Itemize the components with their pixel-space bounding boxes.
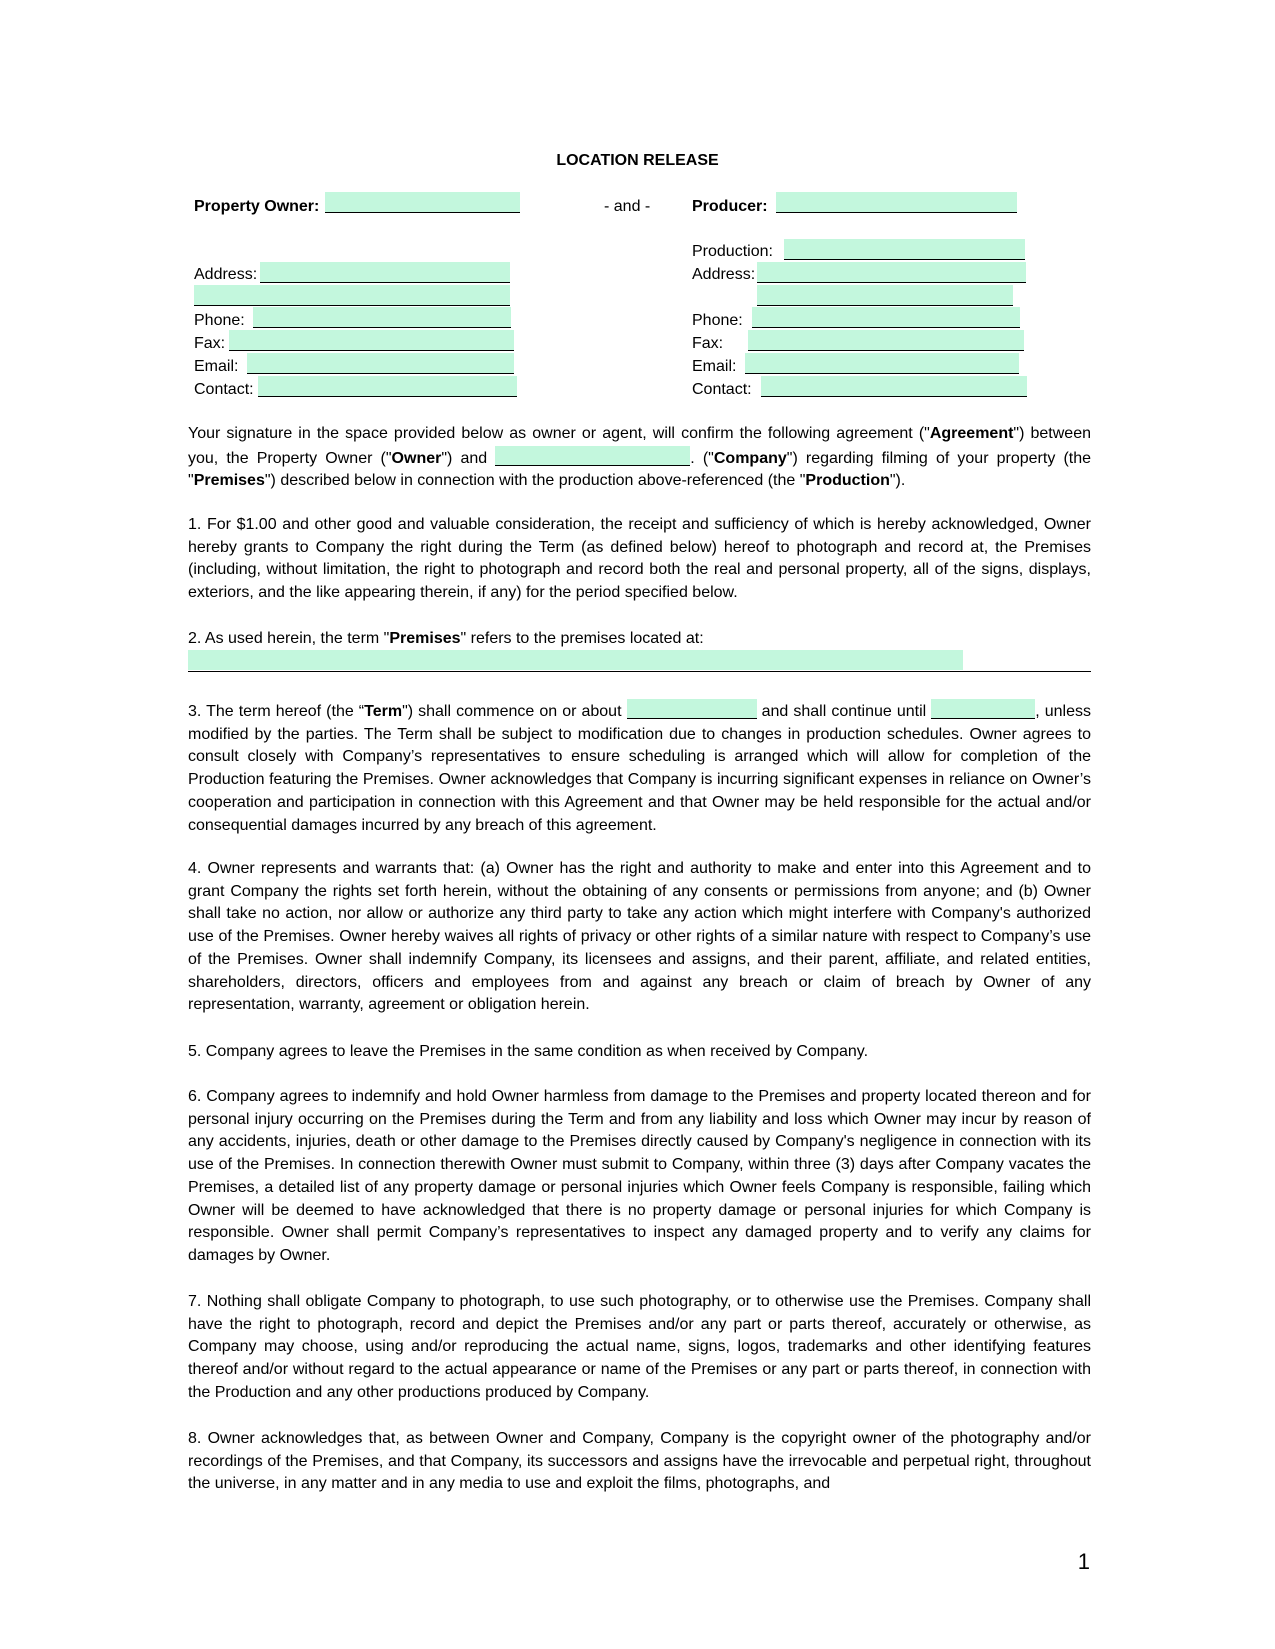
intro-paragraph	[188, 423, 1091, 493]
premises-term: Premises	[389, 630, 461, 647]
owner-contact-field[interactable]	[258, 376, 517, 397]
production-label: Production:	[692, 243, 773, 260]
owner-term: Owner	[391, 449, 442, 467]
clause-3	[188, 699, 1091, 837]
and-separator: - and -	[604, 198, 651, 215]
producer-fax-label: Fax:	[692, 335, 724, 352]
owner-fax-field[interactable]	[229, 330, 514, 351]
producer-email-label: Email:	[692, 358, 737, 375]
producer-address-field-2[interactable]	[757, 285, 1013, 306]
clause-6: 6. Company agrees to indemnify and hold Owner harmless from damage to the Premises and property located thereon and for personal injury occurring on the Premises during the Term and from any liability and loss which Owner may incur by reason of any accidents, injuries, death or other damage to the Premises directly caused by Company's negligence in connection with its use of the Premises. In connection therewith Owner must submit to Company, within three (3) days after Company vacates the Premises, a detailed list of any property damage or personal injuries which Owner feels Company is responsible, failing which Owner will be deemed to have acknowledged that there is no property damage or personal injuries for which Company is responsible. Owner shall permit Company’s representatives to inspect any damaged property and to verify any claims for damages by Owner.	[188, 1088, 1091, 1264]
clause-3-text: 3. The term hereof (the “	[188, 703, 365, 720]
intro-text: . ("	[690, 449, 714, 467]
clause-3-text: and shall continue until	[756, 703, 932, 720]
owner-phone-field[interactable]	[253, 307, 511, 328]
clause-3-text: , unless modified by the parties. The Term shall be subject to modification due to changes in production schedules. Owner agrees to consult closely with Company’s representatives to ensure scheduling is arranged which will allow for completion of the Production featuring the Premises. Owner acknowledges that Company is incurring significant expenses in reliance on Owner’s cooperation and participation in connection with this Agreement and that Owner may be held responsible for the actual and/or consequential damages incurred by any breach of this agreement.	[188, 703, 1092, 834]
owner-address-label: Address:	[194, 266, 258, 283]
company-term: Company	[713, 449, 787, 467]
premises-address-field[interactable]	[188, 650, 963, 670]
intro-text: ") between you, the Property Owner ("	[188, 425, 1092, 467]
producer-address-label: Address:	[692, 266, 756, 283]
owner-phone-label: Phone:	[194, 312, 245, 329]
owner-email-field[interactable]	[247, 353, 514, 374]
property-owner-label: Property Owner:	[194, 198, 320, 215]
owner-email-label: Email:	[194, 358, 239, 375]
producer-fax-field[interactable]	[748, 330, 1024, 351]
premises-address-line	[188, 671, 1091, 672]
producer-phone-field[interactable]	[752, 307, 1020, 328]
clause-1: 1. For $1.00 and other good and valuable consideration, the receipt and sufficiency of which is hereby acknowledged, Owner hereby grants to Company the right during the Term (as defined below) hereof to photograph and record at, the Premises (including, without limitation, the right to photograph and record both the real and personal property, all of the signs, displays, exteriors, and the like appearing therein, if any) for the period specified below.	[188, 516, 1091, 602]
start-date-field[interactable]	[627, 699, 757, 719]
clause-2	[188, 628, 1091, 651]
clause-2-text: 2. As used herein, the term "	[188, 630, 390, 647]
producer-contact-label: Contact:	[692, 381, 752, 398]
intro-text: Your signature in the space provided below as owner or agent, will confirm the following agreement ("	[188, 425, 930, 442]
owner-address-field-2[interactable]	[194, 285, 510, 306]
clause-2-text: " refers to the premises located at:	[460, 630, 704, 647]
producer-label: Producer:	[692, 198, 768, 215]
intro-text: ") described below in connection with the production above-referenced (the "	[264, 472, 806, 490]
property-owner-field[interactable]	[325, 192, 520, 213]
page-title: LOCATION RELEASE	[556, 152, 719, 169]
production-field[interactable]	[784, 239, 1025, 260]
intro-text: ") regarding filming of your property (the "	[188, 449, 1092, 490]
intro-text: ") and	[441, 449, 496, 467]
producer-email-field[interactable]	[745, 353, 1019, 374]
premises-term: Premises	[193, 472, 265, 490]
intro-text: ").	[889, 472, 906, 490]
producer-field[interactable]	[776, 192, 1017, 213]
agreement-term: Agreement	[929, 425, 1014, 442]
owner-address-field-1[interactable]	[260, 262, 510, 283]
producer-address-field-1[interactable]	[757, 262, 1026, 283]
clause-8: 8. Owner acknowledges that, as between Owner and Company, Company is the copyright owner of the photography and/or recordings of the Premises, and that Company, its successors and assigns have the irrevocable and perpetual right, throughout the universe, in any matter and in any media to use and exploit the films, photographs, and	[188, 1430, 1091, 1493]
end-date-field[interactable]	[931, 699, 1035, 719]
producer-contact-field[interactable]	[761, 376, 1027, 397]
company-name-field[interactable]	[495, 446, 690, 466]
producer-phone-label: Phone:	[692, 312, 743, 329]
owner-contact-label: Contact:	[194, 381, 254, 398]
production-term: Production	[805, 472, 890, 490]
clause-3-text: ") shall commence on or about	[402, 703, 627, 720]
clause-7: 7. Nothing shall obligate Company to photograph, to use such photography, or to otherwise use the Premises. Company shall have the right to photograph, record and depict the Premises and/or any part or parts thereof, accurately or otherwise, as Company may choose, using and/or reproducing the actual name, signs, logos, trademarks and other identifying features thereof and/or without regard to the actual appearance or name of the Premises or any part or parts thereof, in connection with the Production and any other productions produced by Company.	[188, 1293, 1091, 1401]
owner-fax-label: Fax:	[194, 335, 226, 352]
term-term: Term	[364, 703, 403, 720]
clause-5: 5. Company agrees to leave the Premises in the same condition as when received by Company.	[188, 1043, 869, 1060]
clause-4: 4. Owner represents and warrants that: (a) Owner has the right and authority to make and enter into this Agreement and to grant Company the rights set forth herein, without the obtaining of any consents or permissions from anyone; and (b) Owner shall take no action, nor allow or authorize any third party to take any action which might interfere with Company's authorized use of the Premises. Owner hereby waives all rights of privacy or other rights of a similar nature with respect to Company’s use of the Premises. Owner shall indemnify Company, its licensees and assigns, and their parent, affiliate, and related entities, shareholders, directors, officers and employees from and against any breach or claim of breach by Owner of any representation, warranty, agreement or obligation herein.	[188, 860, 1091, 1014]
page-number: 1	[1077, 1549, 1090, 1574]
